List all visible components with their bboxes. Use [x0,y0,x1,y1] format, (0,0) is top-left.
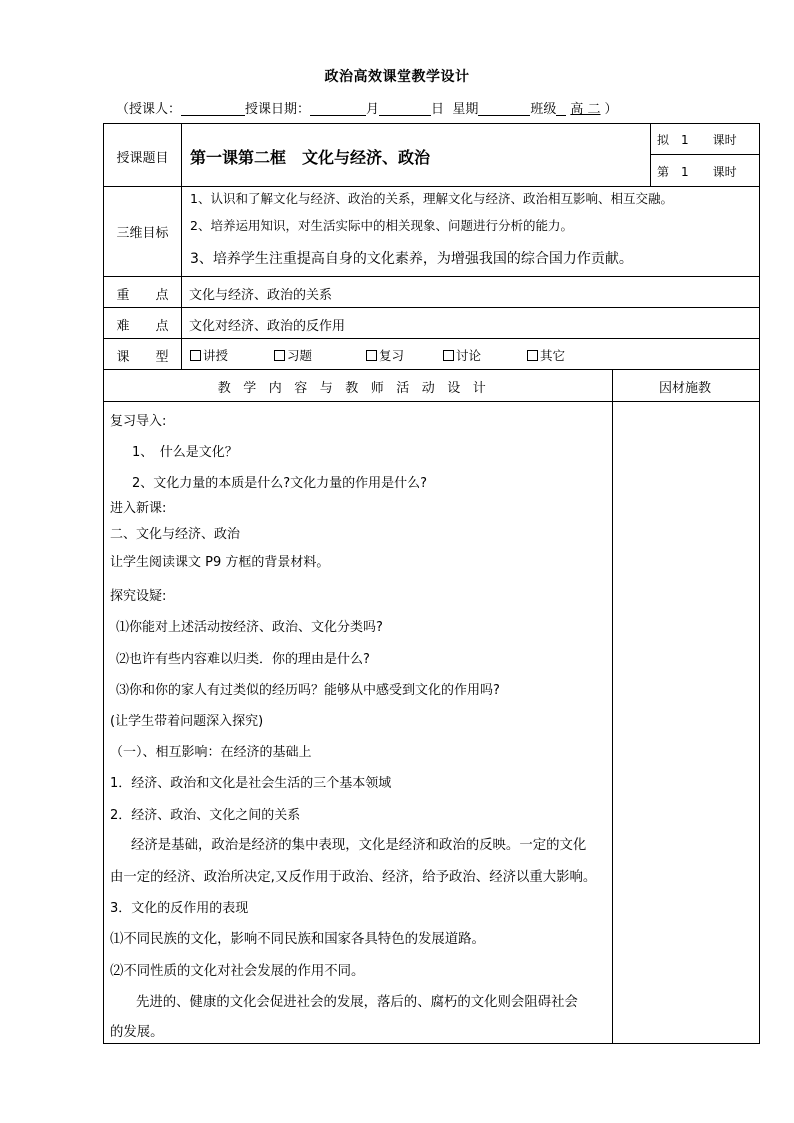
goal-item: 1、认识和了解文化与经济、政治的关系，理解文化与经济、政治相互影响、相互交融。 [190,191,673,206]
lesson-type-option-lecture[interactable]: 讲授 [190,346,228,364]
day-label: 日 [431,102,445,117]
content-line: 的发展。 [110,1025,164,1040]
key-point: 文化与经济、政治的关系 [189,288,333,303]
class-label: 班级 [530,102,557,117]
content-line: 让学生阅读课文 P9 方框的背景材料。 [110,555,330,570]
topic-label: 授课题目 [116,151,169,166]
content-line: (让学生带着问题深入探究) [110,714,264,729]
checkbox-icon[interactable] [190,350,201,361]
content-line: ⑴你能对上述活动按经济、政治、文化分类吗? [116,620,383,635]
content-line: 探究设疑: [110,589,167,604]
lesson-type-option-other[interactable]: 其它 [527,346,565,364]
planned-hours: 拟 1 课时 [657,133,737,147]
content-line: 先进的、健康的文化会促进社会的发展，落后的、腐朽的文化则会阻碍社会 [136,995,578,1010]
label-column-divider [181,123,182,370]
content-line: 由一定的经济、政治所决定,又反作用于政治、经济，给予政治、经济以重大影响。 [110,870,597,885]
content-line: 进入新课: [110,501,167,516]
meta-close: ） [604,102,618,117]
content-line: 1．经济、政治和文化是社会生活的三个基本领域 [110,776,392,791]
row-divider [103,276,760,277]
lesson-type-option-exercise[interactable]: 习题 [274,346,312,364]
content-line: ⑴不同民族的文化，影响不同民族和国家各具特色的发展道路。 [110,932,485,947]
day-blank [379,101,431,116]
lesson-type-option-discussion[interactable]: 讨论 [443,346,481,364]
content-line: 经济是基础，政治是经济的集中表现，文化是经济和政治的反映。一定的文化 [131,838,587,853]
goals-label: 三维目标 [116,226,169,241]
goal-item: 2、培养运用知识，对生活实际中的相关现象、问题进行分析的能力。 [190,218,573,233]
content-line: （一）、相互影响：在经济的基础上 [110,745,312,760]
design-section-header: 教学内容与教师活动设计 [217,381,499,396]
content-line: 二、文化与经济、政治 [110,527,241,542]
lesson-topic: 第一课第二框 文化与经济、政治 [190,148,431,167]
adaptive-teaching-header: 因材施教 [658,381,711,396]
content-line: 1、 什么是文化？ [132,445,238,460]
row-divider [103,338,760,339]
content-line: 复习导入: [110,414,167,429]
adapt-column-divider [612,369,613,1044]
date-label: 授课日期： [245,102,311,117]
content-line: 2．经济、政治、文化之间的关系 [110,808,301,823]
lesson-type-label: 课 型 [116,350,169,365]
goal-item: 3、培养学生注重提高自身的文化素养，为增强我国的综合国力作贡献。 [190,251,633,267]
weekday-label: 星期 [452,102,479,117]
content-line: ⑶你和你的家人有过类似的经历吗？能够从中感受到文化的作用吗? [116,683,500,698]
checkbox-icon[interactable] [274,350,285,361]
month-blank [310,101,366,116]
weekday-blank [478,101,530,116]
content-line: 2、文化力量的本质是什么?文化力量的作用是什么? [132,476,428,491]
checkbox-icon[interactable] [366,350,377,361]
row-divider [103,401,760,402]
content-line: 3．文化的反作用的表现 [110,901,249,916]
lesson-meta-line [116,98,618,117]
lecturer-blank [181,101,245,116]
difficult-point: 文化对经济、政治的反作用 [189,319,346,334]
document-title: 政治高效课堂教学设计 [324,69,470,85]
checkbox-icon[interactable] [443,350,454,361]
class-blank [556,101,566,116]
difficult-point-label: 难 点 [116,319,169,334]
hours-row-divider [650,154,760,155]
lecturer-label: （授课人： [116,102,182,117]
row-divider [103,307,760,308]
key-point-label: 重 点 [116,288,169,303]
content-line: ⑵也许有些内容难以归类．你的理由是什么? [116,652,370,667]
month-label: 月 [366,102,380,117]
current-hour: 第 1 课时 [657,165,737,179]
grade-value: 高 二 [570,102,601,117]
lesson-type-option-review[interactable]: 复习 [366,346,404,364]
row-divider [103,186,760,187]
row-divider [103,369,760,370]
checkbox-icon[interactable] [527,350,538,361]
content-line: ⑵不同性质的文化对社会发展的作用不同。 [110,964,365,979]
